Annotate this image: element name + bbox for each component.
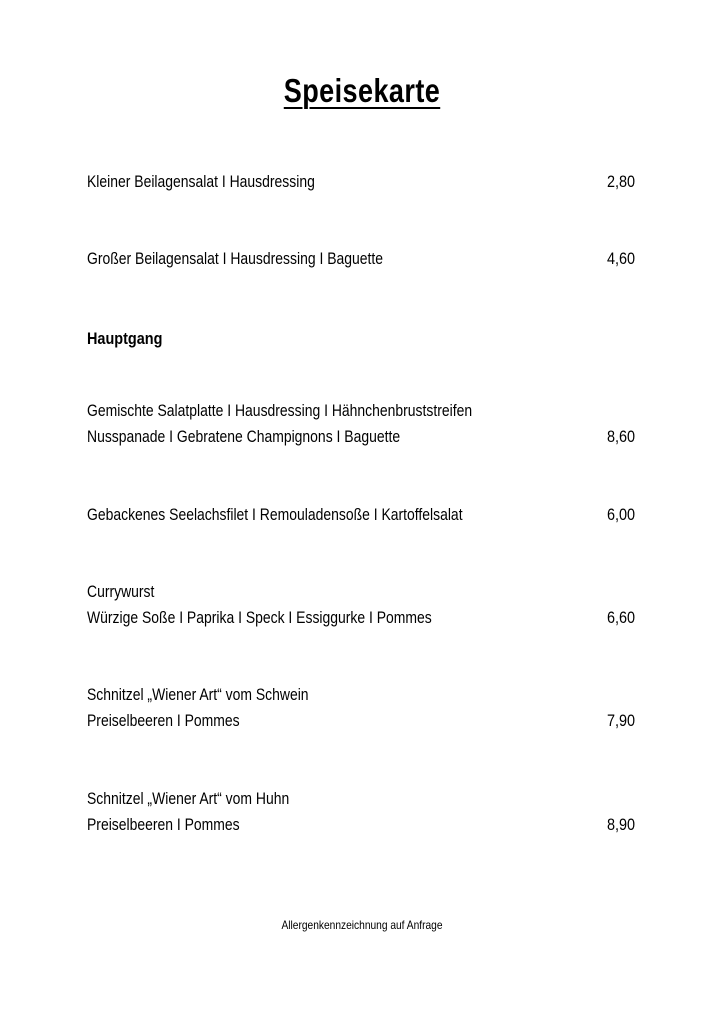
menu-item-description: Großer Beilagensalat I Hausdressing I Baguette: [87, 249, 384, 268]
section-heading: Hauptgang: [87, 329, 163, 348]
menu-item-price: 8,90: [606, 815, 635, 834]
menu-item: [87, 398, 635, 450]
menu-item-price: 8,60: [606, 427, 635, 446]
menu-item: [87, 579, 635, 631]
menu-item-description: Nusspanade I Gebratene Champignons I Baguette: [87, 427, 401, 446]
menu-item-description: Schnitzel „Wiener Art“ vom Huhn: [87, 789, 290, 808]
page-title: Speisekarte: [283, 72, 441, 109]
menu-item: [87, 502, 635, 528]
menu-item: [87, 169, 635, 195]
menu-item-price: 7,90: [606, 711, 635, 730]
menu-item-description: Gemischte Salatplatte I Hausdressing I Hähnchenbruststreifen: [87, 401, 473, 420]
menu-item-description: Gebackenes Seelachsfilet I Remouladensoße I Kartoffelsalat: [87, 505, 463, 524]
menu-item: [87, 246, 635, 272]
menu-item: [87, 682, 635, 734]
menu-item: [87, 786, 635, 838]
menu-item-description: Schnitzel „Wiener Art“ vom Schwein: [87, 685, 309, 704]
menu-item-description: Preiselbeeren I Pommes: [87, 815, 240, 834]
menu-item-description: Würzige Soße I Paprika I Speck I Essiggurke I Pommes: [87, 608, 432, 627]
menu-item-price: 6,00: [606, 505, 635, 524]
menu-item-description: Preiselbeeren I Pommes: [87, 711, 240, 730]
menu-item-price: 4,60: [606, 249, 635, 268]
menu-item-price: 2,80: [606, 172, 635, 191]
menu-item-description: Kleiner Beilagensalat I Hausdressing: [87, 172, 315, 191]
menu-item-price: 6,60: [606, 608, 635, 627]
menu-item-description: Currywurst: [87, 582, 155, 601]
allergen-note: Allergenkennzeichnung auf Anfrage: [281, 918, 443, 932]
